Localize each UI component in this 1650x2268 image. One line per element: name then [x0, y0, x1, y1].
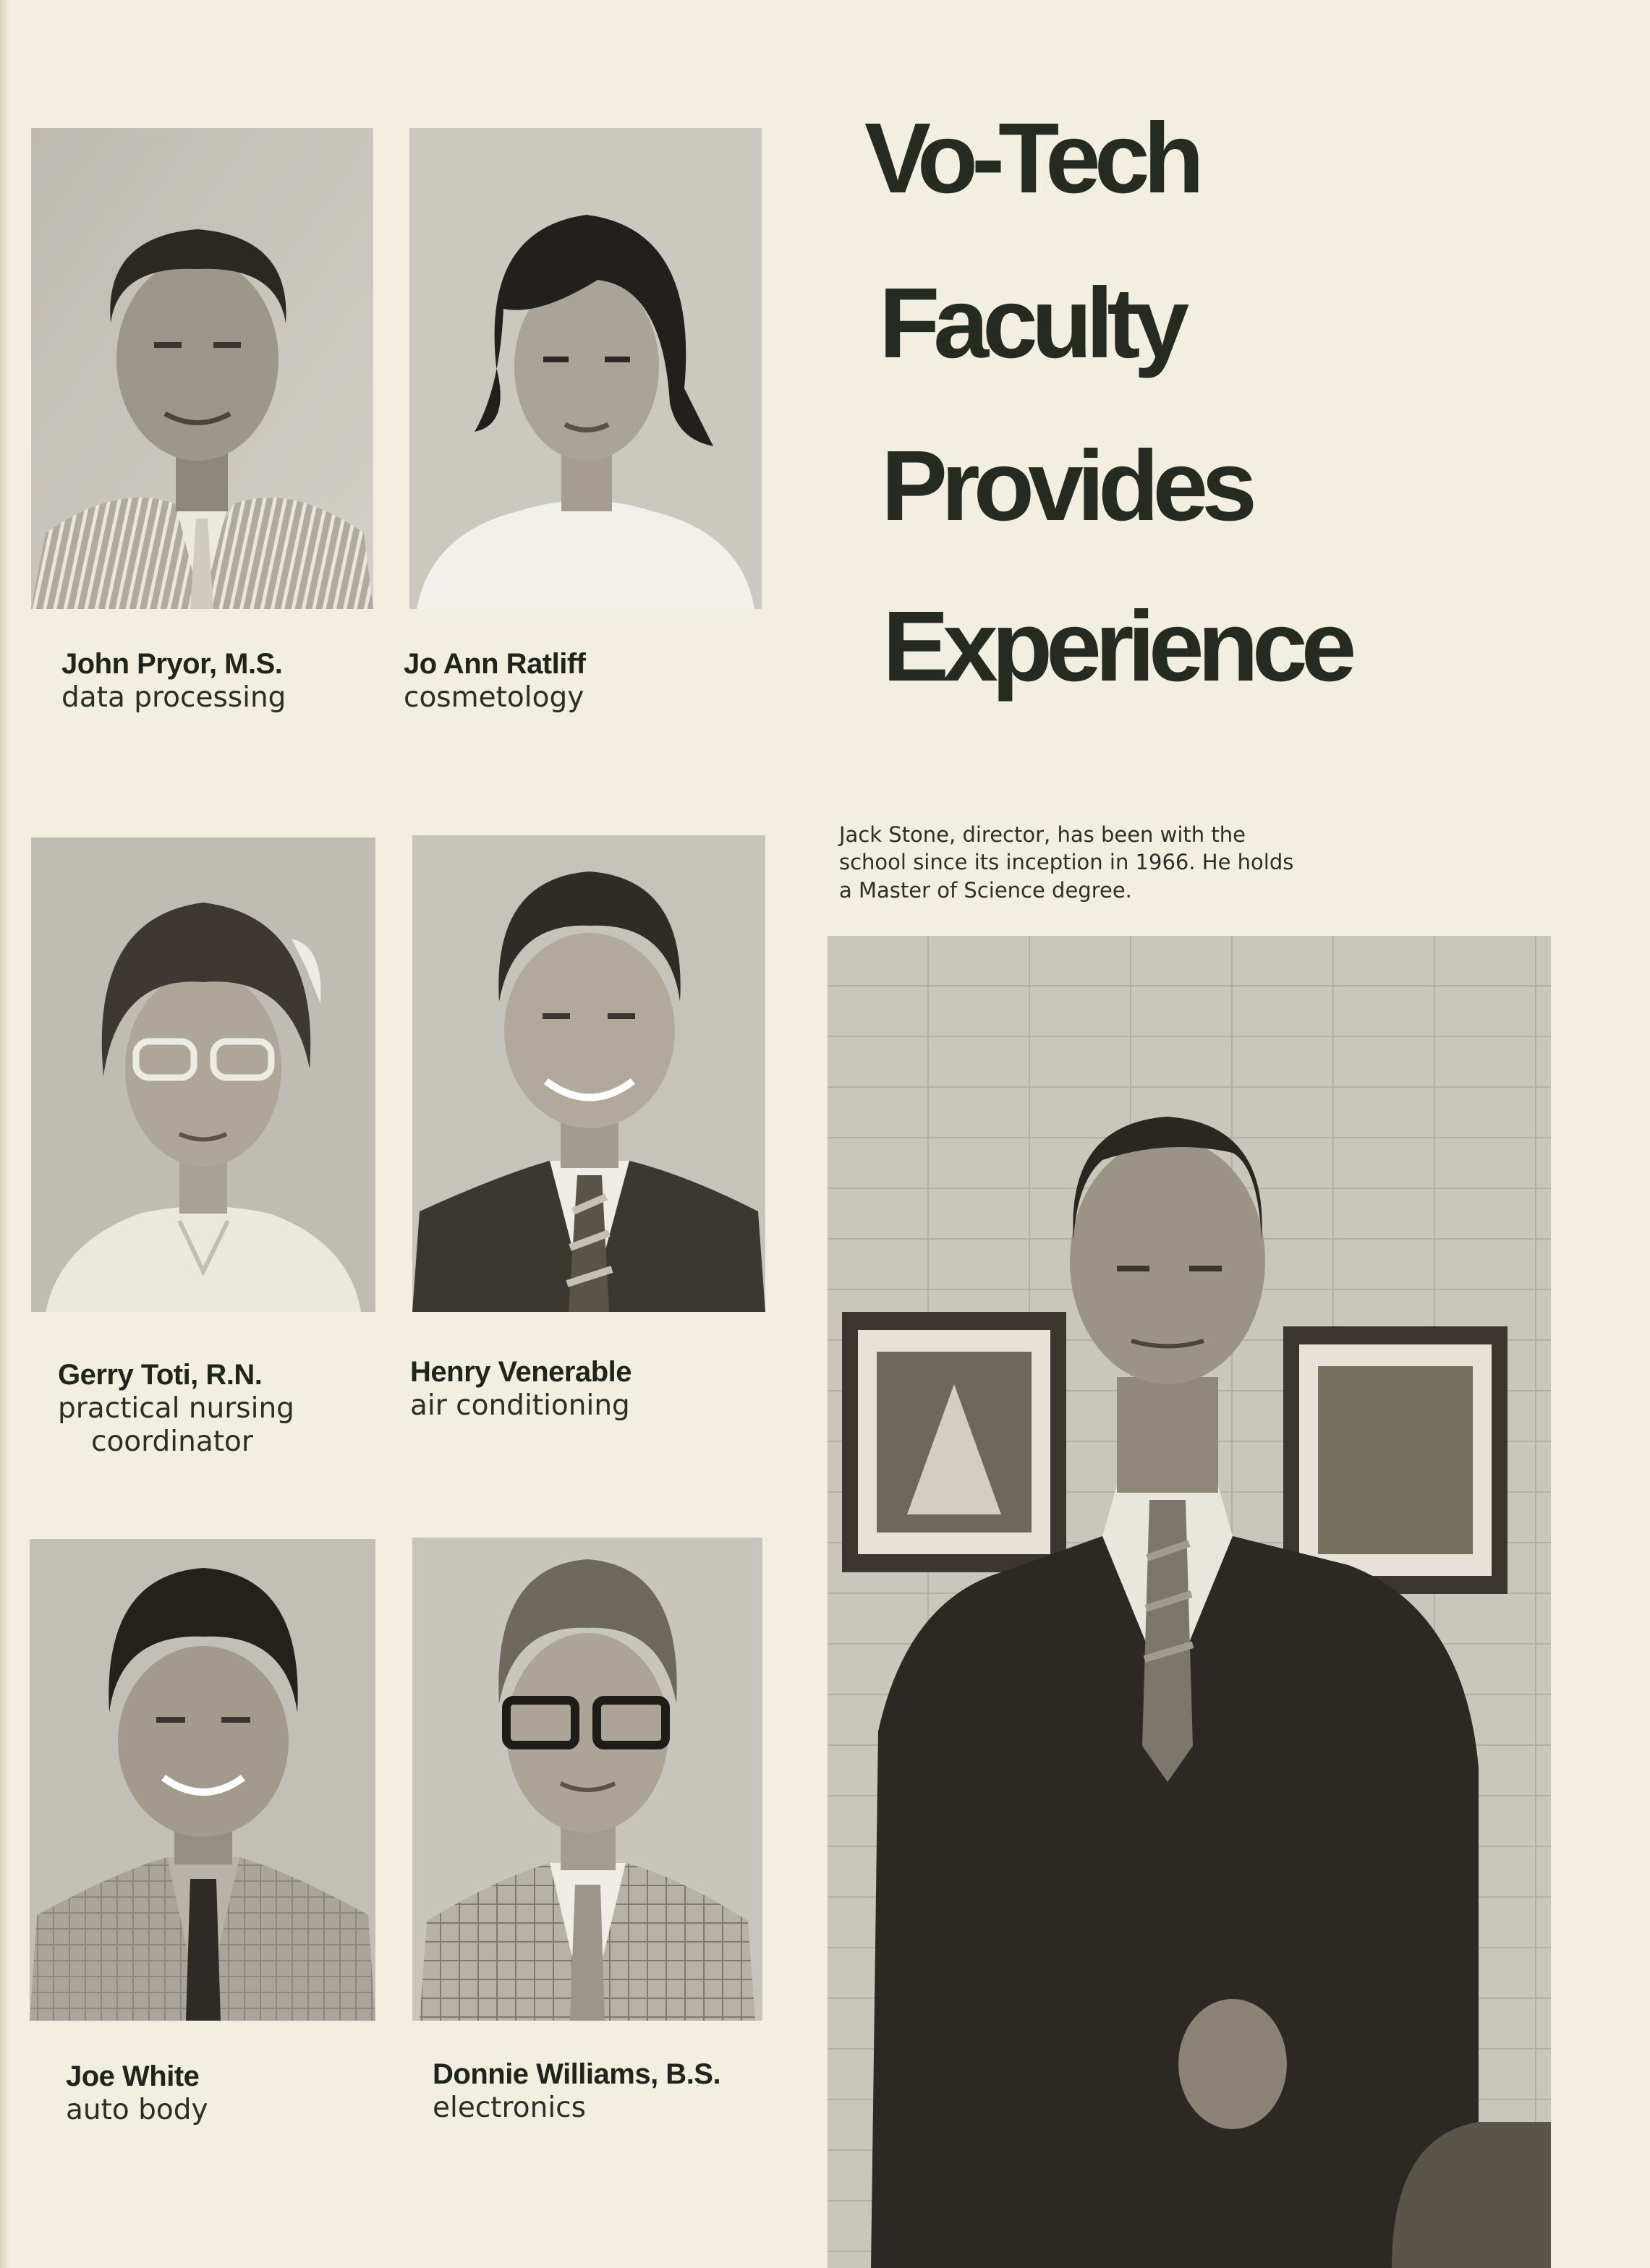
faculty-role: data processing — [61, 681, 286, 715]
faculty-role: electronics — [433, 2092, 586, 2125]
faculty-role: auto body — [66, 2094, 208, 2127]
photo-jack-stone-director — [828, 936, 1551, 2268]
portrait-henry-venerable — [412, 835, 765, 1312]
faculty-name: Gerry Toti, R.N. — [58, 1359, 263, 1391]
faculty-role: cosmetology — [404, 681, 584, 715]
faculty-name: Jo Ann Ratliff — [404, 648, 586, 680]
faculty-role: air conditioning — [410, 1389, 630, 1423]
faculty-name: Henry Venerable — [410, 1356, 631, 1388]
faculty-name: Donnie Williams, B.S. — [433, 2058, 721, 2090]
portrait-joe-white — [30, 1539, 375, 2021]
headline-line-1: Vo-Tech — [864, 103, 1198, 214]
headline-line-4: Experience — [883, 591, 1351, 702]
caption-john-pryor — [61, 647, 286, 715]
caption-joe-white — [66, 2060, 208, 2127]
portrait-gerry-toti — [31, 837, 375, 1312]
portrait-jo-ann-ratliff — [409, 128, 762, 609]
faculty-role-line-2: coordinator — [91, 1425, 253, 1459]
caption-donnie-williams — [433, 2058, 720, 2125]
portrait-donnie-williams — [412, 1538, 762, 2021]
faculty-name: John Pryor, M.S. — [61, 648, 283, 680]
director-caption: Jack Stone, director, has been with the school since its inception in 1966. He holds a Master of Science degree. — [839, 822, 1294, 903]
caption-gerry-toti — [58, 1358, 294, 1459]
faculty-name: Joe White — [66, 2060, 200, 2092]
caption-henry-venerable — [410, 1355, 631, 1423]
caption-jo-ann-ratliff — [404, 647, 586, 715]
page-binding-edge — [0, 0, 10, 2268]
headline-line-2: Faculty — [879, 268, 1183, 379]
headline-line-3: Provides — [881, 430, 1251, 542]
portrait-john-pryor — [31, 128, 373, 609]
faculty-role: practical nursing — [58, 1392, 294, 1425]
